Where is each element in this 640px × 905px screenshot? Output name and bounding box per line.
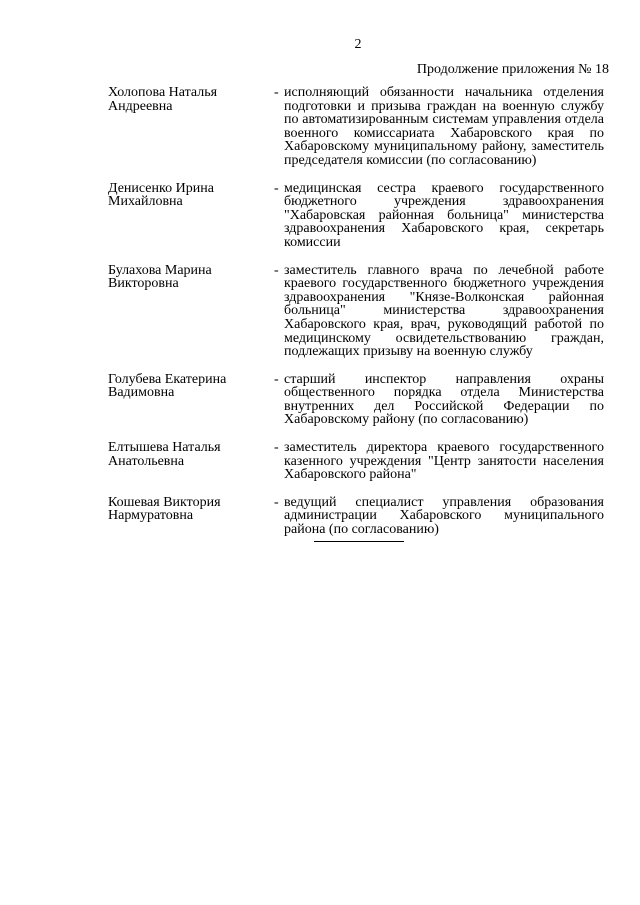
member-name: Кошевая Виктория Нармуратовна (108, 494, 221, 524)
member-entry (108, 86, 604, 168)
member-name: Булахова Марина Викторовна (108, 262, 212, 292)
member-dash: - (274, 180, 279, 196)
member-entry (108, 182, 604, 250)
member-name: Голубева Екатерина Вадимовна (108, 371, 227, 401)
member-entry (108, 496, 604, 537)
member-position: исполняющий обязанности начальника отделения подготовки и призыва граждан на военную службу по автоматизированным системам управления отдела военного комиссариата Хабаровского края по Хабаровскому муниципальному району, заместитель председателя комиссии (по согласованию) (284, 85, 604, 168)
member-position: заместитель главного врача по лечебной работе краевого государственного бюджетного учреждения здравоохранения "Князе-Волконская районная больница" министерства здравоохранения Хабаровского края, врач, руководящий работой по медицинскому освидетельствованию граждан, подлежащих призыву на военную службу (284, 262, 604, 360)
member-dash: - (274, 262, 279, 278)
commission-members-list (108, 86, 604, 551)
member-dash: - (274, 371, 279, 387)
member-position: ведущий специалист управления образования администрации Хабаровского муниципального района (по согласованию) (284, 494, 604, 538)
member-position: медицинская сестра краевого государственного бюджетного учреждения здравоохранения "Хабаровская районная больница" министерства здравоохранения Хабаровского края, секретарь комиссии (284, 180, 604, 250)
member-position: старший инспектор направления охраны общественного порядка отдела Министерства внутренних дел Российской Федерации по Хабаровскому району (по согласованию) (284, 371, 604, 428)
member-name: Елтышева Наталья Анатольевна (108, 440, 221, 469)
member-entry (108, 373, 604, 427)
member-name: Холопова Наталья Андреевна (108, 85, 218, 114)
page-number: 2 (354, 37, 362, 52)
member-dash: - (274, 440, 279, 456)
member-entry (108, 441, 604, 482)
member-entry (108, 264, 604, 359)
continuation-header: Продолжение приложения № 18 (416, 62, 609, 77)
end-rule (314, 541, 404, 542)
member-name: Денисенко Ирина Михайловна (108, 180, 214, 210)
member-dash: - (274, 494, 279, 510)
member-dash: - (274, 85, 279, 100)
member-position: заместитель директора краевого государственного казенного учреждения "Центр занятости населения Хабаровского района" (284, 440, 604, 483)
